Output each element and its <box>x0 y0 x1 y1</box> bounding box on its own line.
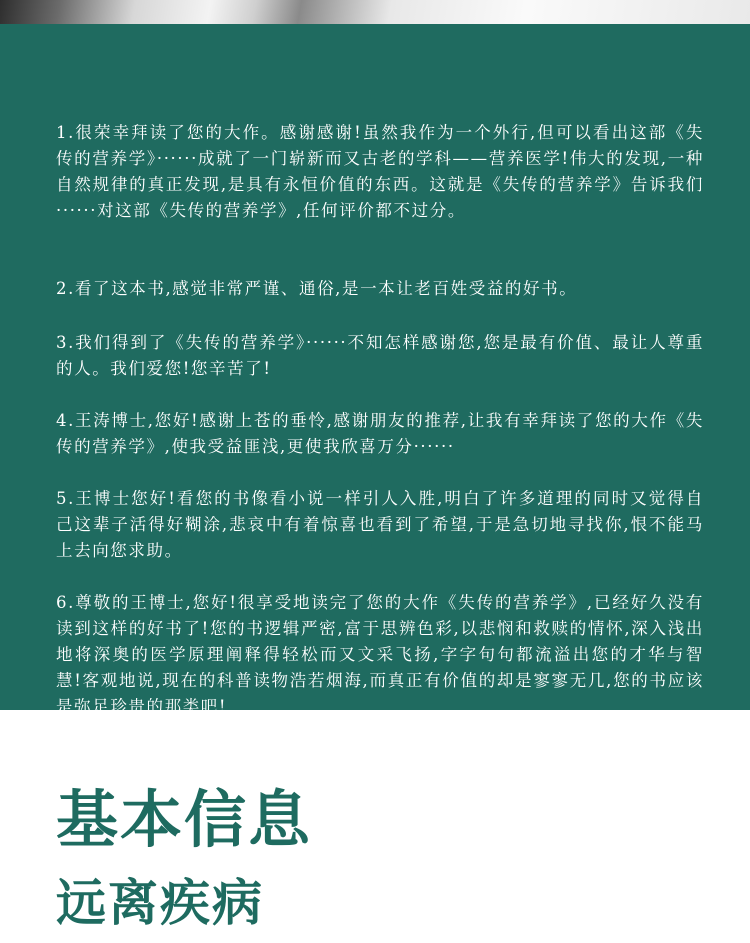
testimonial-5: 5.王博士您好!看您的书像看小说一样引人入胜,明白了许多道理的同时又觉得自己这辈子活得好糊涂,悲哀中有着惊喜也看到了希望,于是急切地寻找你,恨不能马上去向您求助。 <box>56 489 704 560</box>
testimonials-panel <box>0 24 750 716</box>
section-heading: 基本信息 <box>56 783 313 856</box>
testimonial-4: 4.王涛博士,您好!感谢上苍的垂怜,感谢朋友的推荐,让我有幸拜读了您的大作《失传的营养学》,使我受益匪浅,更使我欣喜万分······ <box>56 411 704 456</box>
testimonial-1: 1.很荣幸拜读了您的大作。感谢感谢!虽然我作为一个外行,但可以看出这部《失传的营养学》······成就了一门崭新而又古老的学科——营养医学!伟大的发现,一种自然规律的真正发现,是具有永恒价值的东西。这就是《失传的营养学》告诉我们······对这部《失传的营养学》,任何评价都不过分。 <box>56 123 704 220</box>
testimonial-6: 6.尊敬的王博士,您好!很享受地读完了您的大作《失传的营养学》,已经好久没有读到这样的好书了!您的书逻辑严密,富于思辨色彩,以悲悯和救赎的情怀,深入浅出地将深奥的医学原理阐释得轻松而又文采飞扬,字字句句都流溢出您的才华与智慧!客观地说,现在的科普读物浩若烟海,而真正有价值的却是寥寥无几,您的书应该是弥足珍贵的那类吧! <box>56 593 704 716</box>
testimonial-2: 2.看了这本书,感觉非常严谨、通俗,是一本让老百姓受益的好书。 <box>56 279 578 298</box>
section-subheading: 远离疾病 <box>56 874 264 932</box>
testimonials-list <box>56 120 704 720</box>
header-photo-strip <box>0 0 750 24</box>
testimonial-3: 3.我们得到了《失传的营养学》······不知怎样感谢您,您是最有价值、最让人尊重的人。我们爱您!您辛苦了! <box>56 333 704 378</box>
